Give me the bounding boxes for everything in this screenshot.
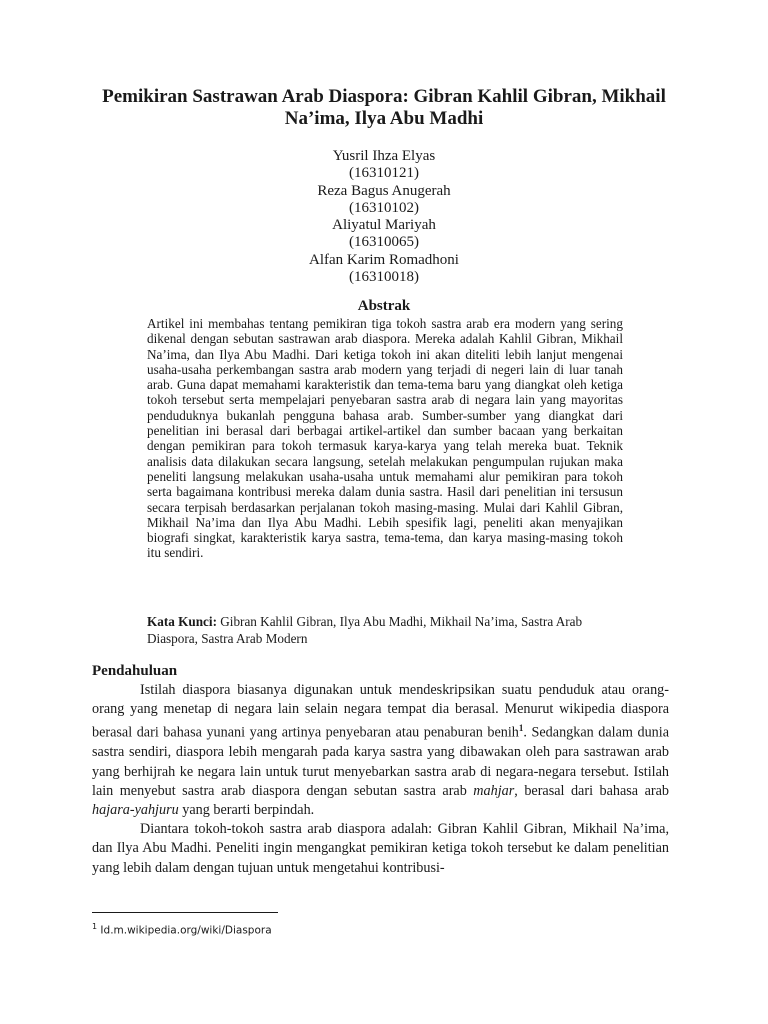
intro-text: , berasal dari bahasa arab: [514, 782, 669, 799]
author-name: Yusril Ihza Elyas: [332, 148, 436, 164]
intro-body: [92, 681, 669, 878]
author-id: (16310018): [349, 269, 419, 286]
footnote-marker: 1: [92, 922, 98, 931]
author-list: [234, 148, 534, 286]
intro-text: . Sedangkan dalam dunia sastra sendiri, diaspora lebih mengarah pada karya sastra yang dibawakan oleh para sastrawan arab yang berhijrah ke negara lain untuk turut menyebarkan sastra arab di negara-negara tersebut. Istilah lain menyebut sastra arab diaspora dengan sebutan sastra arab: [92, 725, 670, 799]
intro-text: yang berarti berpindah.: [178, 801, 315, 818]
abstract-heading: Abstrak: [357, 298, 411, 314]
intro-paragraph: [92, 681, 669, 820]
footnote-ref: 1: [518, 723, 524, 734]
author-id: (16310102): [349, 199, 419, 216]
author-id: (16310121): [349, 165, 419, 182]
author-name: Aliyatul Mariyah: [332, 217, 436, 234]
italic-term: mahjar: [473, 782, 515, 799]
keywords: [147, 613, 623, 647]
italic-term: hajara-yahjuru: [92, 801, 179, 818]
author-name: Reza Bagus Anugerah: [317, 182, 451, 199]
intro-text: Istilah diaspora biasanya digunakan untuk mendeskripsikan suatu penduduk atau orang-orang yang menetap di negara lain selain negara tempat dia berasal. Menurut wikipedia diaspora berasal dari bahasa yunani yang artinya penyebaran atau penaburan benih: [92, 682, 669, 742]
footnote-text: Id.m.wikipedia.org/wiki/Diaspora: [97, 924, 272, 937]
abstract-text: Artikel ini membahas tentang pemikiran tiga tokoh sastra arab era modern yang sering dikenal dengan sebutan sastrawan arab diaspora. Mereka adalah Kahlil Gibran, Mikhail Na’ima, dan Ilya Abu Madhi. Dari ketiga tokoh ini akan diteliti lebih lanjut mengenai usaha-usaha perkembangan sastra arab modern yang terjadi di negeri lain di luar tanah arab. Guna dapat memahami karakteristik dan tema-tema baru yang diangkat oleh ketiga tokoh tersebut serta mempelajari penyebaran sastra arab di negara lain yang mayoritas penduduknya bukanlah pengguna bahasa arab. Sumber-sumber yang diangkat dari penelitian ini berasal dari berbagai artikel-artikel dan sumber bacaan yang berkaitan dengan pemikiran para tokoh termasuk karya-karya yang telah mereka buat. Teknik analisis data dilakukan secara langsung, setelah melakukan pengumpulan rujukan maka peneliti langsung melakukan usaha-usaha untuk memahami alur pemikiran para tokoh serta bagaimana kontribusi mereka dalam dunia sastra. Hasil dari penelitian ini tersusun secara terpisah berdasarkan perjalanan tokoh masing-masing. Mulai dari Kahlil Gibran, Mikhail Na’ima dan Ilya Abu Madhi. Lebih spesifik lagi, peneliti akan menyajikan biografi singkat, karakteristik karya sastra, tema-tema, dan karya masing-masing tokoh itu sendiri.: [147, 316, 623, 561]
author-name: Alfan Karim Romadhoni: [309, 251, 459, 268]
paper-title: Pemikiran Sastrawan Arab Diaspora: Gibran Kahlil Gibran, Mikhail Na’ima, Ilya Abu Madhi: [102, 86, 666, 129]
keywords-label: Kata Kunci:: [147, 614, 217, 629]
author-id: (16310065): [349, 234, 419, 251]
footnote-divider: [92, 912, 278, 913]
footnote: [92, 920, 272, 938]
intro-paragraph: Diantara tokoh-tokoh sastra arab diaspora adalah: Gibran Kahlil Gibran, Mikhail Na’ima, dan Ilya Abu Madhi. Peneliti ingin mengangkat pemikiran ketiga tokoh tersebut ke dalam penelitian yang lebih dalam dengan tujuan untuk mengetahui kontribusi-: [92, 821, 669, 876]
section-heading: Pendahuluan: [92, 663, 178, 679]
keywords-text: Gibran Kahlil Gibran, Ilya Abu Madhi, Mikhail Na’ima, Sastra Arab Diaspora, Sastra Arab Modern: [147, 614, 583, 646]
